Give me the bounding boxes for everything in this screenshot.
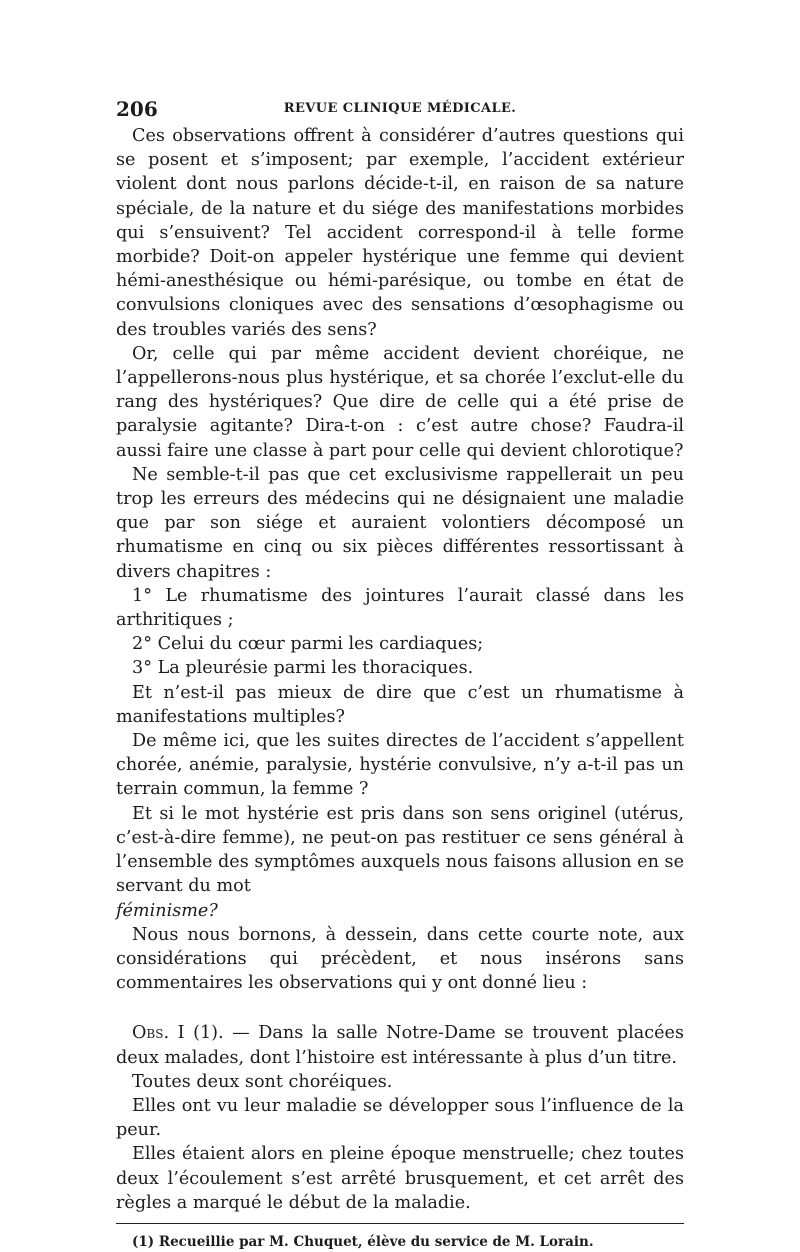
body-text	[116, 124, 684, 1215]
feminisme-line	[116, 899, 684, 923]
observation-intro	[116, 1021, 684, 1069]
paragraph: Ne semble-t-il pas que cet exclusivisme rappellerait un peu trop les erreurs des médecins qui ne désignaient une maladie que par son siége et auraient volontiers décomposé un rhumatisme en cinq ou six pièces différentes ressortissant à divers chapitres :	[116, 464, 684, 582]
list-item-thoraciques: 3° La pleurésie parmi les thoraciques.	[132, 658, 474, 679]
paragraph: Or, celle qui par même accident devient choréique, ne l’appellerons-nous plus hystérique, et sa chorée l’exclut-elle du rang des hystériques? Que dire de celle qui a été prise de paralysie agitante? Dira-t-on : c’est autre chose? Faudra-il aussi faire une classe à part pour celle qui devient chlorotique?	[116, 343, 684, 461]
observation-line: Elles ont vu leur maladie se développer sous l’influence de la peur.	[116, 1095, 684, 1141]
paragraph: Et n’est-il pas mieux de dire que c’est un rhumatisme à manifestations multiples?	[116, 682, 684, 727]
paragraph: Et si le mot hystérie est pris dans son sens originel (utérus, c’est-à-dire femme), ne peut-on pas restituer ce sens général à l’ensemble des symptômes auxquels nous faisons allusion en se servant du mot	[116, 803, 684, 897]
footnote-divider	[116, 1223, 684, 1224]
footnote: (1) Recueillie par M. Chuquet, élève du service de M. Lorain.	[132, 1233, 594, 1250]
observation-line: Toutes deux sont choréiques.	[132, 1071, 393, 1092]
paragraph: Nous nous bornons, à dessein, dans cette courte note, aux considérations qui précèdent, et nous insérons sans commentaires les observations qui y ont donné lieu :	[116, 924, 684, 994]
running-head: REVUE CLINIQUE MÉDICALE.	[283, 101, 517, 116]
list-item-cardiaques: 2° Celui du cœur parmi les cardiaques;	[132, 634, 484, 655]
page-number: 206	[116, 97, 158, 121]
observation-label: Obs.	[132, 1023, 170, 1044]
observation-intro-text: Dans la salle Notre-Dame se trouvent placées deux malades, dont l’histoire est intéressante à plus d’un titre.	[116, 1023, 684, 1068]
feminisme-term: féminisme?	[116, 900, 218, 921]
paragraph: Ces observations offrent à considérer d’autres questions qui se posent et s’imposent; par exemple, l’accident extérieur violent dont nous parlons décide-t-il, en raison de sa nature spéciale, de la nature et du siége des manifestations morbides qui s’ensuivent? Tel accident correspond-il à telle forme morbide? Doit-on appeler hystérique une femme qui devient hémi-anesthésique ou hémi-parésique, ou tombe en état de convulsions cloniques avec des sensations d’œsophagisme ou des troubles variés des sens?	[116, 126, 684, 340]
book-page	[116, 94, 684, 1252]
observation-number: I (1). —	[169, 1023, 259, 1044]
observation-line: Elles étaient alors en pleine époque menstruelle; chez toutes deux l’écoulement s’est arrêté brusquement, et cet arrêt des règles a marqué le début de la maladie.	[116, 1144, 684, 1213]
paragraph: De même ici, que les suites directes de l’accident s’appellent chorée, anémie, paralysie, hystérie convulsive, n’y a-t-il pas un terrain commun, la femme ?	[116, 731, 684, 800]
list-item-arthritiques: 1° Le rhumatisme des jointures l’aurait classé dans les arthritiques ;	[116, 585, 684, 631]
page-header	[116, 94, 684, 124]
